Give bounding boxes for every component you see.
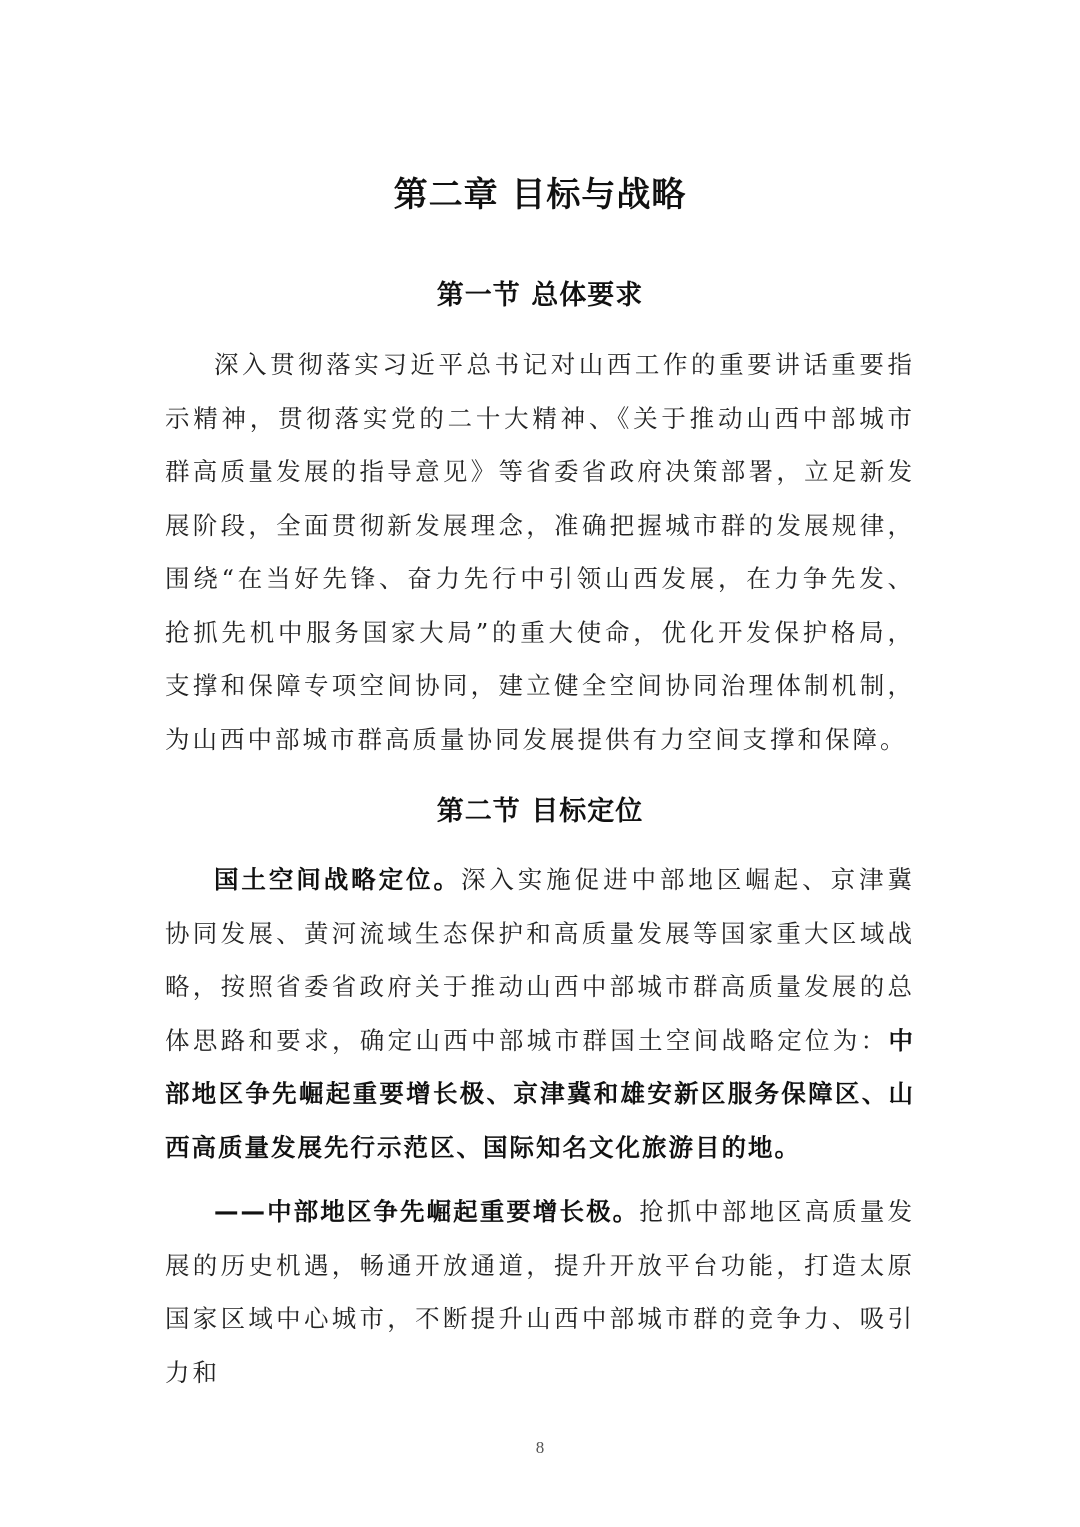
page-number: 8 bbox=[535, 1438, 545, 1457]
section-title-overall-requirements: 第一节 总体要求 bbox=[436, 280, 644, 311]
paragraph-strategic-positioning bbox=[165, 853, 915, 1174]
paragraph-overall-requirements: 深入贯彻落实习近平总书记对山西工作的重要讲话重要指示精神，贯彻落实党的二十大精神、《关于推动山西中部城市群高质量发展的指导意见》等省委省政府决策部署，立足新发展阶段，全面贯彻新发展理念，准确把握城市群的发展规律，围绕“在当好先锋、奋力先行中引领山西发展，在力争先发、抢抓先机中服务国家大局”的重大使命，优化开发保护格局，支撑和保障专项空间协同，建立健全空间协同治理体制机制，为山西中部城市群高质量协同发展提供有力空间支撑和保障。 bbox=[165, 350, 915, 754]
paragraph-body-text: 深入实施促进中部地区崛起、京津冀协同发展、黄河流域生态保护和高质量发展等国家重大区域战略，按照省委省政府关于推动山西中部城市群高质量发展的总体思路和要求，确定山西中部城市群国土空间战略定位为： bbox=[165, 865, 915, 1055]
chapter-title: 第二章 目标与战略 bbox=[393, 175, 687, 215]
paragraph-lead-heading: ——中部地区争先崛起重要增长极。 bbox=[214, 1197, 640, 1226]
paragraph-body-text: 抢抓中部地区高质量发展的历史机遇，畅通开放通道，提升开放平台功能，打造太原国家区域中心城市，不断提升山西中部城市群的竞争力、吸引力和 bbox=[165, 1197, 915, 1387]
paragraph-bold-conclusion: 中部地区争先崛起重要增长极、京津冀和雄安新区服务保障区、山西高质量发展先行示范区、国际知名文化旅游目的地。 bbox=[165, 1025, 915, 1162]
paragraph-lead-heading: 国土空间战略定位。 bbox=[214, 865, 461, 894]
paragraph-growth-pole bbox=[165, 1185, 915, 1399]
section-title-target-positioning: 第二节 目标定位 bbox=[436, 796, 644, 827]
